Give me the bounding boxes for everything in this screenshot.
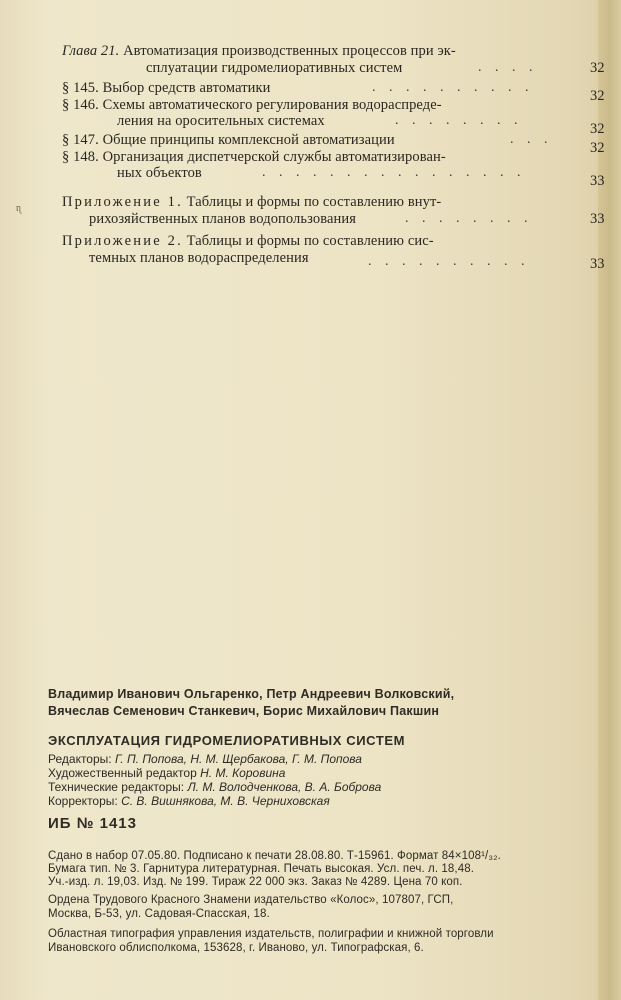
entry-page: 32 [590, 121, 605, 137]
chapter-page: 32 [590, 60, 605, 76]
entry-number: § 148. [62, 149, 99, 165]
entry-title-continued: ных объектов [117, 165, 202, 181]
appendix-title-continued: темных планов водораспределения [89, 250, 309, 266]
appendix-title: Таблицы и формы по составлению сис- [186, 233, 434, 249]
art-editor-name: Н. М. Коровина [200, 766, 286, 780]
authors-line-2: Вячеслав Семенович Станкевич, Борис Михайлович Пакшин [48, 704, 440, 718]
chapter-heading-line-1 [62, 43, 456, 59]
editors-line [48, 752, 362, 766]
entry-title: Организация диспетчерской службы автоматизирован- [102, 149, 446, 165]
chapter-heading-line-2: сплуатации гидромелиоративных систем [146, 60, 403, 76]
appendix-label: Приложение 1. [62, 194, 183, 210]
print-details-line-3: Уч.-изд. л. 19,03. Изд. № 199. Тираж 22 000 экз. Заказ № 4289. Цена 70 коп. [48, 876, 463, 888]
leader-dots: . . . . . . . . . . [368, 254, 530, 269]
correctors-label: Корректоры: [48, 794, 118, 808]
margin-mark: ɳ [16, 203, 21, 214]
tech-editors-line [48, 780, 381, 794]
entry-title-continued: ления на оросительных системах [117, 113, 325, 129]
entry-title: Общие принципы комплексной автоматизации [102, 132, 395, 148]
art-editor-line [48, 766, 285, 780]
correctors-line [48, 794, 330, 808]
entry-number: § 146. [62, 97, 99, 113]
correctors-names: С. В. Вишнякова, М. В. Черниховская [121, 794, 330, 808]
toc-entry-146 [62, 97, 442, 113]
appendix-page: 33 [590, 256, 605, 272]
leader-dots: . . . . . . . . . . [372, 80, 534, 95]
toc-entry-147 [62, 132, 395, 148]
toc-entry-148 [62, 149, 446, 165]
leader-dots: . . . [510, 132, 553, 147]
art-editor-label: Художественный редактор [48, 766, 197, 780]
entry-title: Схемы автоматического регулирования водораспреде- [102, 97, 442, 113]
entry-number: § 145. [62, 80, 99, 96]
entry-page: 33 [590, 173, 605, 189]
chapter-label: Глава 21. [62, 43, 120, 59]
appendix-page: 33 [590, 211, 605, 227]
chapter-title-line-1: Автоматизация производственных процессов при эк- [123, 43, 456, 59]
editors-label: Редакторы: [48, 752, 112, 766]
entry-number: § 147. [62, 132, 99, 148]
printer-line-2: Ивановского облисполкома, 153628, г. Иваново, ул. Типографская, 6. [48, 942, 424, 954]
entry-title: Выбор средств автоматики [102, 80, 271, 96]
publisher-line-2: Москва, Б-53, ул. Садовая-Спасская, 18. [48, 908, 270, 920]
appendix-title-continued: рихозяйственных планов водопользования [89, 211, 356, 227]
book-title: ЭКСПЛУАТАЦИЯ ГИДРОМЕЛИОРАТИВНЫХ СИСТЕМ [48, 733, 406, 748]
print-details-line-1: Сдано в набор 07.05.80. Подписано к печати 28.08.80. Т-15961. Формат 84×108¹/₃₂. [48, 850, 501, 862]
appendix-label: Приложение 2. [62, 233, 183, 249]
ib-number: ИБ № 1413 [48, 815, 137, 832]
toc-appendix-1 [62, 194, 441, 210]
authors-line-1: Владимир Иванович Ольгаренко, Петр Андреевич Волковский, [48, 687, 455, 701]
tech-editors-label: Технические редакторы: [48, 780, 185, 794]
toc-appendix-2 [62, 233, 434, 249]
entry-page: 32 [590, 88, 605, 104]
appendix-title: Таблицы и формы по составлению внут- [186, 194, 442, 210]
entry-page: 32 [590, 140, 605, 156]
printer-line-1: Областная типография управления издательств, полиграфии и книжной торговли [48, 928, 494, 940]
tech-editors-names: Л. М. Володченкова, В. А. Боброва [187, 780, 382, 794]
publisher-line-1: Ордена Трудового Красного Знамени издательство «Колос», 107807, ГСП, [48, 894, 454, 906]
leader-dots: . . . . . . . . [395, 113, 523, 128]
print-details-line-2: Бумага тип. № 3. Гарнитура литературная. Печать высокая. Усл. печ. л. 18,48. [48, 863, 475, 875]
toc-entry-145 [62, 80, 271, 96]
leader-dots: . . . . . . . . [405, 211, 533, 226]
leader-dots: . . . . [478, 60, 538, 75]
leader-dots: . . . . . . . . . . . . . . . . [262, 165, 526, 180]
editors-names: Г. П. Попова, Н. М. Щербакова, Г. М. Попова [114, 752, 362, 766]
